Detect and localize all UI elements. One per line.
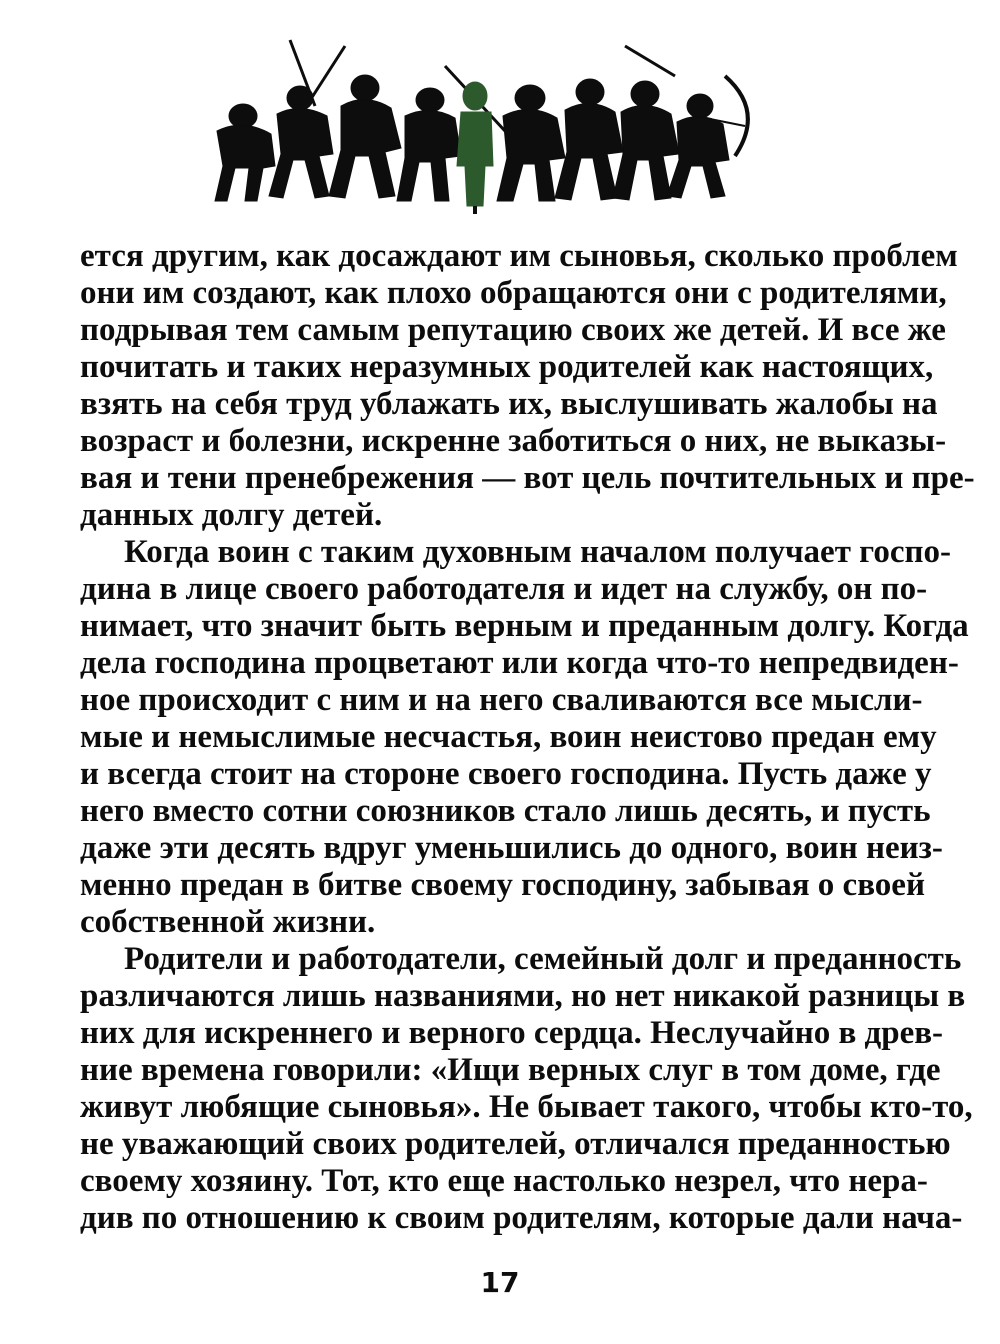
text-line: них для искреннего и верного сердца. Неслучайно в древ- <box>80 1015 944 1051</box>
text-line: возраст и болезни, искренне заботиться о них, не выказы- <box>80 423 947 459</box>
text-line: собственной жизни. <box>80 904 376 940</box>
text-line: мые и немыслимые несчастья, воин неистово предан ему <box>80 719 937 755</box>
text-line: див по отношению к своим родителям, которые дали нача- <box>80 1200 963 1236</box>
text-line: дина в лице своего работодателя и идет на службу, он по- <box>80 571 928 607</box>
text-line: живут любящие сыновья». Не бывает такого, чтобы кто-то, <box>80 1089 973 1125</box>
text-line: ное происходит с ним и на него сваливаются все мысли- <box>80 682 923 718</box>
text-line: различаются лишь названиями, но нет никакой разницы в <box>80 978 966 1014</box>
samurai-illustration <box>205 36 765 216</box>
text-line: ется другим, как досаждают им сыновья, сколько проблем <box>80 238 958 274</box>
text-line: дела господина процветают или когда что-то непредвиден- <box>80 645 959 681</box>
text-line: даже эти десять вдруг уменьшились до одного, воин неиз- <box>80 830 943 866</box>
text-line: своему хозяину. Тот, кто еще настолько незрел, что нера- <box>80 1163 928 1199</box>
text-line: него вместо сотни союзников стало лишь десять, и пусть <box>80 793 931 829</box>
text-line: почитать и таких неразумных родителей как настоящих, <box>80 349 934 385</box>
text-line: данных долгу детей. <box>80 497 383 533</box>
text-line: нимает, что значит быть верным и преданным долгу. Когда <box>80 608 969 644</box>
text-line: ние времена говорили: «Ищи верных слуг в том доме, где <box>80 1052 941 1088</box>
text-line: не уважающий своих родителей, отличался преданностью <box>80 1126 951 1162</box>
text-line: Родители и работодатели, семейный долг и преданность <box>124 941 962 977</box>
text-line: и всегда стоит на стороне своего господина. Пусть даже у <box>80 756 932 792</box>
text-line: менно предан в битве своему господину, забывая о своей <box>80 867 925 903</box>
text-line: вая и тени пренебрежения — вот цель почтительных и пре- <box>80 460 975 496</box>
text-line: взять на себя труд ублажать их, выслушивать жалобы на <box>80 386 938 422</box>
body-text <box>80 238 975 1237</box>
page-number: 17 <box>480 1266 520 1299</box>
text-line: они им создают, как плохо обращаются они с родителями, <box>80 275 947 311</box>
text-line: Когда воин с таким духовным началом получает госпо- <box>124 534 951 570</box>
text-line: подрывая тем самым репутацию своих же детей. И все же <box>80 312 946 348</box>
